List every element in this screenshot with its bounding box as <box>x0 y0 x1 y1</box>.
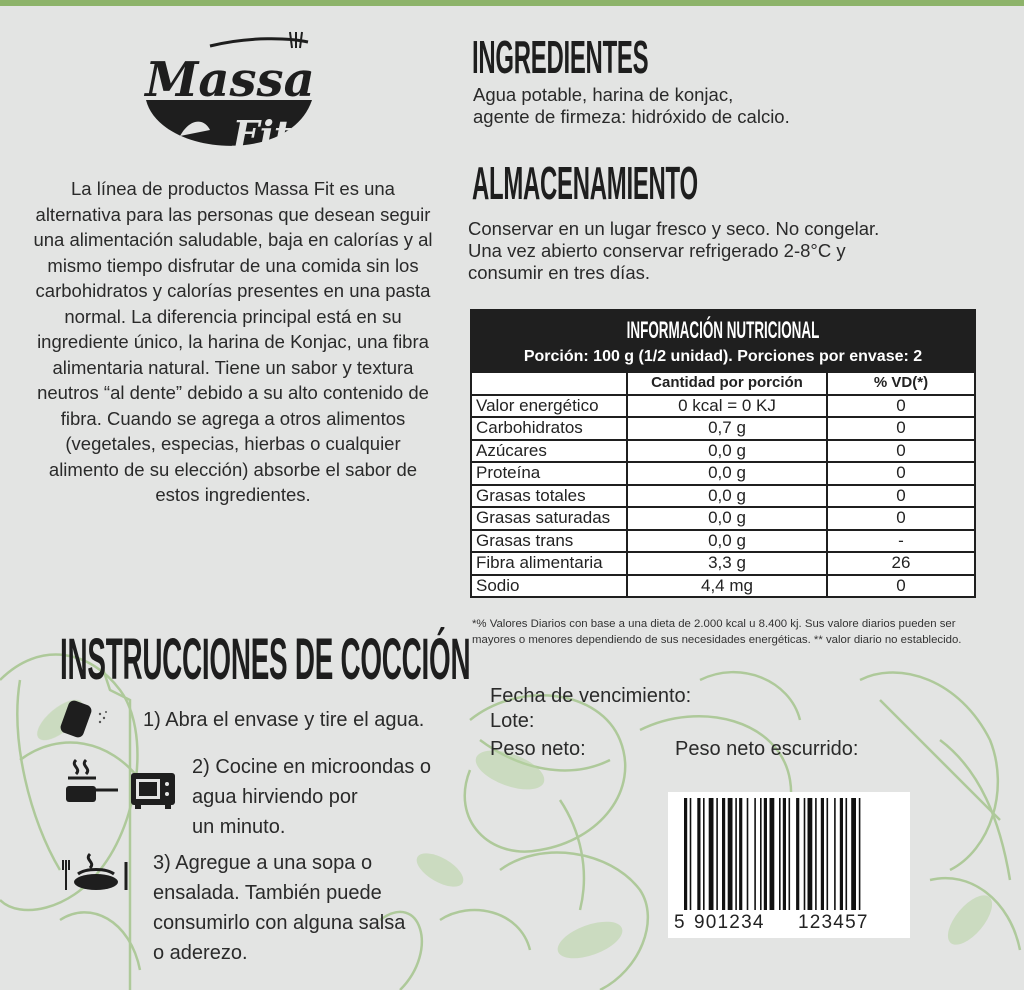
nutrient-name: Fibra alimentaria <box>471 552 627 575</box>
barcode-bar <box>808 798 813 910</box>
nutrition-facts-table <box>470 309 976 598</box>
nutrient-vd: 0 <box>827 417 975 440</box>
product-description: La línea de productos Massa Fit es una alternativa para las personas que desean seguir una alimentación saludable, baja en calorías y al mismo tiempo disfrutar de una comida sin los carbohidratos y calorías presentes en una pasta normal. La diferencia principal está en su ingrediente único, la harina de Konjac, una fibra alimentaria natural. Tiene un sabor y textura neutros “al dente” debido a su alto contenido de fibra. Cuando se agrega a otros alimentos (vegetales, especias, hierbas o cualquier alimento de su elección) absorbe el sabor de estos ingredientes. <box>33 178 433 505</box>
header-amount: Cantidad por porción <box>627 372 827 395</box>
barcode-bar <box>735 798 737 910</box>
barcode-bar <box>754 798 756 910</box>
barcode-bar <box>827 798 829 910</box>
nutrient-amount: 0,7 g <box>627 417 827 440</box>
ingredientes-text <box>473 84 993 128</box>
barcode-bar <box>804 798 806 910</box>
instruction-step-1: 1) Abra el envase y tire el agua. <box>143 709 425 731</box>
nutrient-amount: 0,0 g <box>627 462 827 485</box>
nutrient-vd: 0 <box>827 485 975 508</box>
drained-weight-label: Peso neto escurrido: <box>675 738 859 760</box>
net-weight-label: Peso neto: <box>490 738 586 760</box>
barcode-bar <box>821 798 824 910</box>
almacenamiento-line: Una vez abierto conservar refrigerado 2-8°C y <box>468 240 846 261</box>
instructions-heading: INSTRUCCIONES DE COCCIÓN <box>60 627 471 692</box>
nutrient-amount: 3,3 g <box>627 552 827 575</box>
step3-line: 3) Agregue a una sopa o <box>153 852 373 874</box>
barcode-bar <box>783 798 786 910</box>
nutrient-name: Grasas saturadas <box>471 507 627 530</box>
nutrient-amount: 0,0 g <box>627 440 827 463</box>
nutrition-rows <box>471 395 975 598</box>
nutrition-title: INFORMACIÓN NUTRICIONAL <box>626 317 820 344</box>
nutrient-amount: 0 kcal = 0 KJ <box>627 395 827 418</box>
barcode-bar <box>747 798 749 910</box>
nutrition-portion: Porción: 100 g (1/2 unidad). Porciones por envase: 2 <box>523 348 923 365</box>
step3-line: ensalada. También puede <box>153 882 382 904</box>
barcode-bar <box>815 798 817 910</box>
step3-line: o aderezo. <box>153 942 248 964</box>
logo-text-fit: Fit <box>232 112 292 157</box>
almacenamiento-heading: ALMACENAMIENTO <box>472 157 698 209</box>
barcode-bar <box>851 798 856 910</box>
barcode-bar <box>684 798 687 910</box>
nutrient-name: Valor energético <box>471 395 627 418</box>
package-drain-icon <box>60 696 114 740</box>
lot-label: Lote: <box>490 710 535 732</box>
almacenamiento-line: consumir en tres días. <box>468 262 650 283</box>
nutrition-footnote: *% Valores Diarios con base a una dieta de 2.000 kcal u 8.400 kj. Sus valore diarios pueden ser mayores o menores dependiendo de sus necesidades energéticas. ** valor diario no establecido. <box>472 618 962 646</box>
nutrient-vd: 0 <box>827 507 975 530</box>
expiry-date-label: Fecha de vencimiento: <box>490 685 692 707</box>
barcode-bar <box>834 798 836 910</box>
barcode-bar <box>716 798 718 910</box>
header-blank-cell <box>471 372 627 395</box>
ingredientes-heading: INGREDIENTES <box>472 31 649 83</box>
header-vd: % VD(*) <box>827 372 975 395</box>
nutrient-amount: 4,4 mg <box>627 575 827 598</box>
step2-line: 2) Cocine en microondas o <box>192 756 432 778</box>
barcode-bar <box>722 798 725 910</box>
barcode-digit-group1: 901234 <box>694 912 765 933</box>
table-row <box>471 440 975 463</box>
nutrient-vd: 0 <box>827 462 975 485</box>
nutrient-vd: - <box>827 530 975 553</box>
step2-line: un minuto. <box>192 816 286 838</box>
nutrient-vd: 0 <box>827 575 975 598</box>
barcode-bar <box>770 798 775 910</box>
barcode-bar <box>739 798 742 910</box>
nutrient-name: Grasas totales <box>471 485 627 508</box>
barcode-bar <box>846 798 848 910</box>
barcode-bar <box>703 798 705 910</box>
barcode-bar <box>796 798 799 910</box>
nutrient-vd: 0 <box>827 440 975 463</box>
barcode-bar <box>764 798 767 910</box>
instruction-step-2 <box>192 752 472 842</box>
barcode-bar <box>697 798 700 910</box>
massa-fit-logo <box>140 26 320 166</box>
barcode-digit-group2: 123457 <box>798 912 869 933</box>
table-row <box>471 417 975 440</box>
nutrition-header <box>471 310 975 372</box>
table-row <box>471 552 975 575</box>
microwave-icon <box>130 772 176 810</box>
ingredientes-line: agente de firmeza: hidróxido de calcio. <box>473 106 790 127</box>
nutrient-amount: 0,0 g <box>627 530 827 553</box>
table-row <box>471 462 975 485</box>
almacenamiento-text <box>468 218 988 284</box>
nutrient-vd: 26 <box>827 552 975 575</box>
table-row <box>471 395 975 418</box>
table-row <box>471 507 975 530</box>
nutrient-name: Grasas trans <box>471 530 627 553</box>
barcode-bar <box>690 798 692 910</box>
barcode-bar <box>728 798 733 910</box>
nutrient-name: Sodio <box>471 575 627 598</box>
barcode-bar <box>859 798 861 910</box>
boiling-pot-icon <box>62 756 120 808</box>
logo-text-massa: Massa <box>145 52 315 108</box>
table-row <box>471 530 975 553</box>
table-header-row <box>471 372 975 395</box>
barcode-digit-first: 5 <box>674 912 686 933</box>
step3-line: consumirlo con alguna salsa <box>153 912 406 934</box>
plate-cutlery-icon <box>62 850 132 894</box>
barcode-digits <box>668 910 910 936</box>
step2-line: agua hirviendo por <box>192 786 358 808</box>
table-row <box>471 485 975 508</box>
almacenamiento-line: Conservar en un lugar fresco y seco. No congelar. <box>468 218 880 239</box>
nutrient-name: Proteína <box>471 462 627 485</box>
top-accent-bar <box>0 0 1024 6</box>
nutrient-name: Azúcares <box>471 440 627 463</box>
instruction-step-3 <box>153 848 453 968</box>
nutrient-name: Carbohidratos <box>471 417 627 440</box>
barcode-bar <box>789 798 791 910</box>
table-row <box>471 575 975 598</box>
nutrient-amount: 0,0 g <box>627 485 827 508</box>
nutrient-amount: 0,0 g <box>627 507 827 530</box>
barcode <box>668 792 910 938</box>
barcode-bar <box>779 798 781 910</box>
barcode-bar <box>709 798 714 910</box>
barcode-bar <box>760 798 762 910</box>
barcode-bar <box>840 798 843 910</box>
ingredientes-line: Agua potable, harina de konjac, <box>473 84 734 105</box>
nutrient-vd: 0 <box>827 395 975 418</box>
